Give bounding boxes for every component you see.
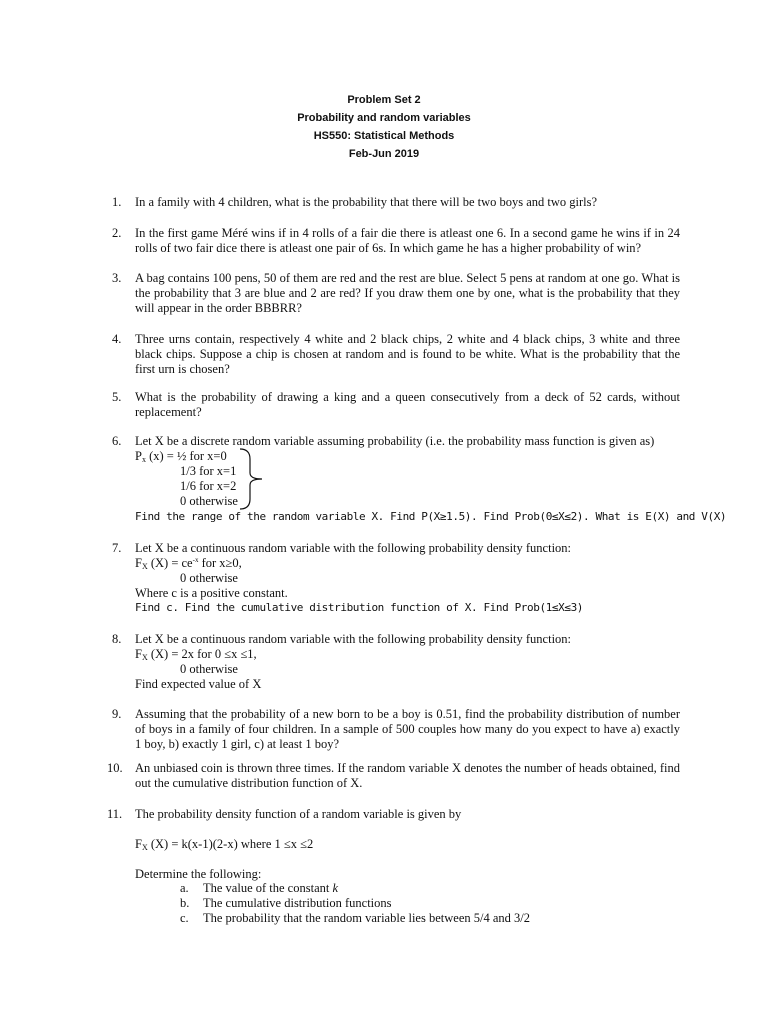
question-11-intro: The probability density function of a random variable is given by [135, 807, 462, 821]
topic-title: Probability and random variables [297, 112, 471, 124]
question-7-intro: Let X be a continuous random variable with the following probability density function: [135, 541, 572, 555]
sub-item-text: The value of the constant k [203, 881, 339, 895]
term-title: Feb-Jun 2019 [348, 148, 420, 160]
pdf-otherwise: 0 otherwise [180, 571, 238, 585]
question-8-find: Find expected value of X [135, 677, 262, 691]
pdf-formula: $F_X$ $(X) = ce^{-x}$ for x≥0, [135, 556, 242, 571]
question-number: 7. [112, 541, 122, 555]
problem-set-title: Problem Set 2 [347, 94, 421, 106]
question-number: 4. [112, 332, 122, 346]
question-4-text: Three urns contain, respectively 4 white and 2 black chips, 2 white and 4 black chips, 3 white and three black chips. Suppose a chip is chosen at random and is found to be white. What is the probability that the first urn is chosen? [135, 332, 680, 376]
question-number: 1. [112, 195, 122, 209]
question-8-intro: Let X be a continuous random variable with the following probability density function: [135, 632, 572, 646]
question-number: 8. [112, 632, 122, 646]
question-6-find: Find the range of the random variable X. Find P(X≥1.5). Find Prob(0≤X≤2). What is E(X) and V(X) [135, 510, 727, 523]
question-number: 11. [107, 807, 123, 821]
sub-item-text: The probability that the random variable lies between 5/4 and 3/2 [203, 911, 530, 925]
sub-item-text: The cumulative distribution functions [203, 896, 392, 910]
question-1-text: In a family with 4 children, what is the probability that there will be two boys and two girls? [135, 195, 598, 209]
question-number: 6. [112, 434, 122, 448]
question-number: 3. [112, 271, 122, 285]
question-7-find: Find c. Find the cumulative distribution function of X. Find Prob(1≤X≤3) [135, 601, 584, 614]
question-9-text: Assuming that the probability of a new born to be a boy is 0.51, find the probability distribution of number of boys in a family of four children. In a sample of 500 couples how many do you expect to have a) exactly 1 boy, b) exactly 1 girl, c) at least 1 boy? [135, 707, 680, 751]
question-number: 2. [112, 226, 122, 240]
sub-item-label: a. [180, 881, 189, 895]
sub-item-label: c. [180, 911, 189, 925]
pdf-formula: $F_X$ (X) = k(x-1)(2-x) where 1 ≤x ≤2 [135, 837, 314, 852]
question-10-text: An unbiased coin is thrown three times. If the random variable X denotes the number of heads obtained, find out the cumulative distribution function of X. [135, 761, 680, 790]
question-3-text: A bag contains 100 pens, 50 of them are red and the rest are blue. Select 5 pens at random at one go. What is the probability that 3 are blue and 2 are red? If you draw them one by one, what is the probability that they will appear in the order BBBRR? [135, 271, 680, 315]
course-title: HS550: Statistical Methods [313, 130, 455, 142]
curly-brace-icon [238, 447, 268, 511]
question-number: 10. [107, 761, 123, 775]
pmf-case-3: 1/6 for x=2 [180, 479, 237, 493]
sub-item-label: b. [180, 896, 190, 910]
determine-label: Determine the following: [135, 867, 262, 881]
question-number: 9. [112, 707, 122, 721]
pmf-case-4: 0 otherwise [180, 494, 238, 508]
pmf-first-case: $P_x$ (x) = ½ for x=0 [135, 449, 227, 464]
constant-note: Where c is a positive constant. [135, 586, 288, 600]
question-5-text: What is the probability of drawing a king and a queen consecutively from a deck of 52 cards, without replacement? [135, 390, 680, 419]
question-number: 5. [112, 390, 122, 404]
question-2-text: In the first game Méré wins if in 4 rolls of a fair die there is atleast one 6. In a second game he wins if in 24 rolls of two fair dice there is atleast one pair of 6s. In which game he has a higher probability of win? [135, 226, 680, 255]
question-6-intro: Let X be a discrete random variable assuming probability (i.e. the probability mass function is given as) [135, 434, 655, 448]
pmf-case-2: 1/3 for x=1 [180, 464, 237, 478]
pdf-formula: $F_X$ (X) = 2x for 0 ≤x ≤1, [135, 647, 257, 662]
pdf-otherwise: 0 otherwise [180, 662, 238, 676]
